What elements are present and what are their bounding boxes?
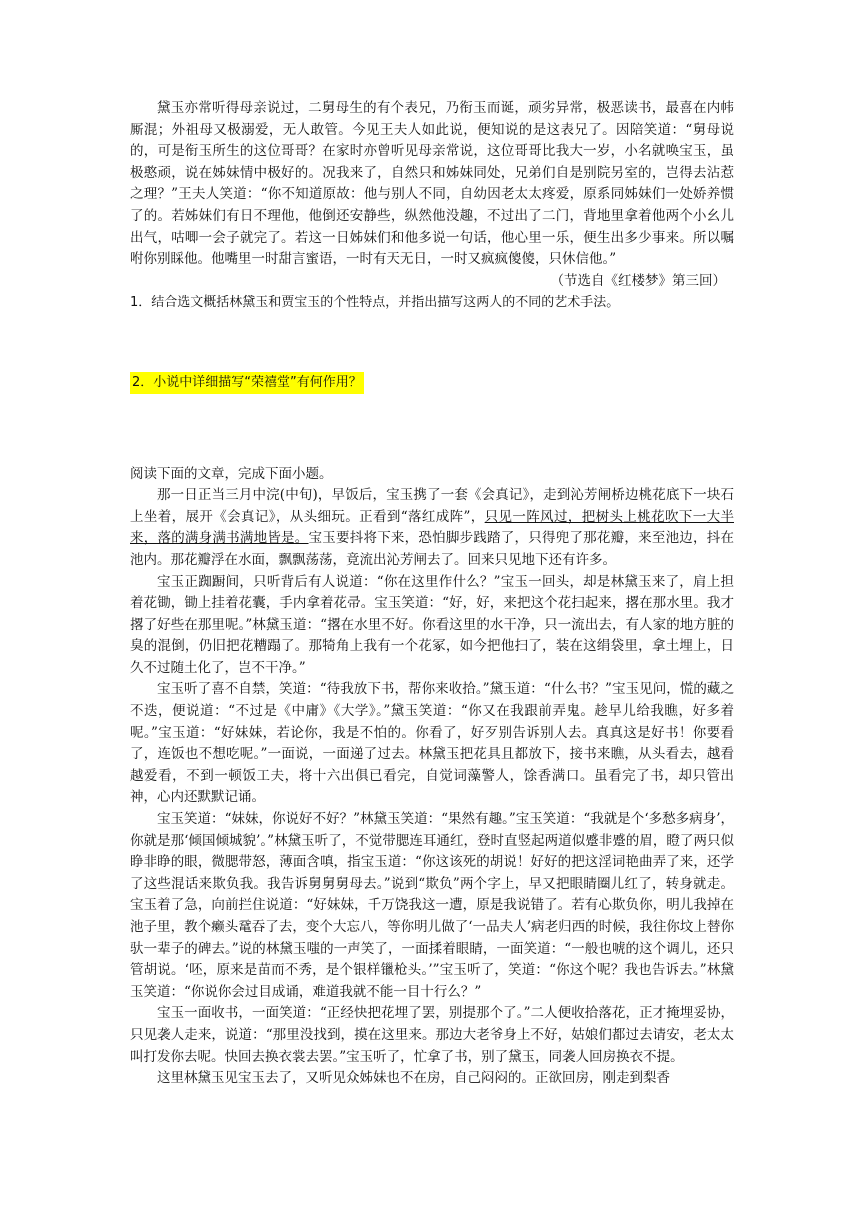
passage-2-paragraph-5: 宝玉一面收书，一面笑道：“正经快把花埋了罢，别提那个了。”二人便收拾落花，正才掩埋妥协，只见袭人走来，说道：“那里没找到，摸在这里来。那边大老爷身上不好，姑娘们都过去请安，老太太叫打发你去呢。快回去换衣裳去罢。”宝玉听了，忙拿了书，别了黛玉，同袭人回房换衣不提。 [130,1005,734,1065]
passage-2-paragraph-1 [130,485,734,571]
paragraph-1-text-b: 宝玉要抖将下来，恐怕脚步践踏了，只得兜了那花瓣，来至池边，抖在池内。那花瓣浮在水面，飘飘荡荡，竟流出沁芳闸去了。回来只见地下还有许多。 [130,530,735,568]
reading-instruction: 阅读下面的文章，完成下面小题。 [130,465,333,482]
paragraph-1-text-a: 那一日正当三月中浣(中旬)，早饭后，宝玉携了一套《会真记》，走到沁芳闸桥边桃花底下一块石上坐着，展开《会真记》，从头细玩。正看到“落红成阵”， [130,487,734,525]
passage-2-paragraph-6: 这里林黛玉见宝玉去了，又听见众姊妹也不在房，自己闷闷的。正欲回房，刚走到梨香 [157,1070,670,1087]
passage-1-paragraph: 黛玉亦常听得母亲说过，二舅母生的有个表兄，乃衔玉而诞，顽劣异常，极恶读书，最喜在内帏厮混；外祖母又极溺爱，无人敢管。今见王夫人如此说，便知说的是这表兄了。因陪笑道：“舅母说的，可是衔玉所生的这位哥哥？在家时亦曾听见母亲常说，这位哥哥比我大一岁，小名就唤宝玉，虽极憨顽，说在姊妹情中极好的。况我来了，自然只和姊妹同处，兄弟们自是别院另室的，岂得去沾惹之理？”王夫人笑道：“你不知道原故：他与别人不同，自幼因老太太疼爱，原系同姊妹们一处娇养惯了的。若姊妹们有日不理他，他倒还安静些，纵然他没趣，不过出了二门，背地里拿着他两个小幺儿出气，咕唧一会子就完了。若这一日姊妹们和他多说一句话，他心里一乐，便生出多少事来。所以嘱咐你别睬他。他嘴里一时甜言蜜语，一时有天无日，一时又疯疯傻傻，只休信他。” [130,100,734,268]
question-1: 1．结合选文概括林黛玉和贾宝玉的个性特点，并指出描写这两人的不同的艺术手法。 [130,295,620,311]
passage-2-paragraph-4: 宝玉笑道：“妹妹，你说好不好？”林黛玉笑道：“果然有趣。”宝玉笑道：“我就是个‘多愁多病身’，你就是那‘倾国倾城貌’。”林黛玉听了，不觉带腮连耳通红，登时直竖起两道似蹙非蹙的眉，瞪了两只似睁非睁的眼，微腮带怒，薄面含嗔，指宝玉道：“你这该死的胡说！好好的把这淫词艳曲弄了来，还学了这些混话来欺负我。我告诉舅舅舅母去。”说到“欺负”两个字上，早又把眼睛圈儿红了，转身就走。宝玉着了急，向前拦住说道：“好妹妹，千万饶我这一遭，原是我说错了。若有心欺负你，明儿我掉在池子里，教个癞头鼋吞了去，变个大忘八，等你明儿做了‘一品夫人’病老归西的时候，我往你坟上替你驮一辈子的碑去。”说的林黛玉嗤的一声笑了，一面揉着眼睛，一面笑道：“一般也唬的这个调儿，还只管胡说。‘呸，原来是苗而不秀，是个银样镴枪头。’”宝玉听了，笑道：“你这个呢？我也告诉去。”林黛玉笑道：“你说你会过目成诵，难道我就不能一目十行么？” [130,811,734,1000]
passage-1-source: （节选自《红楼梦》第三回） [550,272,726,289]
document-page [130,98,734,1090]
underlined-sentence: 只见一阵风过，把树头上桃花吹下一大半来，落的满身满书满地皆是。 [130,508,734,547]
passage-2-paragraph-3: 宝玉听了喜不自禁，笑道：“待我放下书，帮你来收拾。”黛玉道：“什么书？”宝玉见问，慌的藏之不迭，便说道：“不过是《中庸》《大学》。”黛玉笑道：“你又在我跟前弄鬼。趁早儿给我瞧，好多着呢。”宝玉道：“好妹妹，若论你，我是不怕的。你看了，好歹别告诉别人去。真真这是好书！你要看了，连饭也不想吃呢。”一面说，一面递了过去。林黛玉把花具且都放下，接书来瞧，从头看去，越看越爱看，不到一顿饭工夫，将十六出俱已看完，自觉词藻警人，馀香满口。虽看完了书，却只管出神，心内还默默记诵。 [130,681,734,806]
passage-2-paragraph-2: 宝玉正踟蹰间，只听背后有人说道：“你在这里作什么？”宝玉一回头，却是林黛玉来了，肩上担着花锄，锄上挂着花囊，手内拿着花帚。宝玉笑道：“好，好，来把这个花扫起来，撂在那水里。我才撂了好些在那里呢。”林黛玉道：“撂在水里不好。你看这里的水干净，只一流出去，有人家的地方脏的臭的混倒，仍旧把花糟蹋了。那犄角上我有一个花冢，如今把他扫了，装在这绢袋里，拿土埋上，日久不过随土化了，岂不干净。” [130,573,734,676]
question-2-highlighted: 2．小说中详细描写“荣禧堂”有何作用？ [130,372,364,394]
